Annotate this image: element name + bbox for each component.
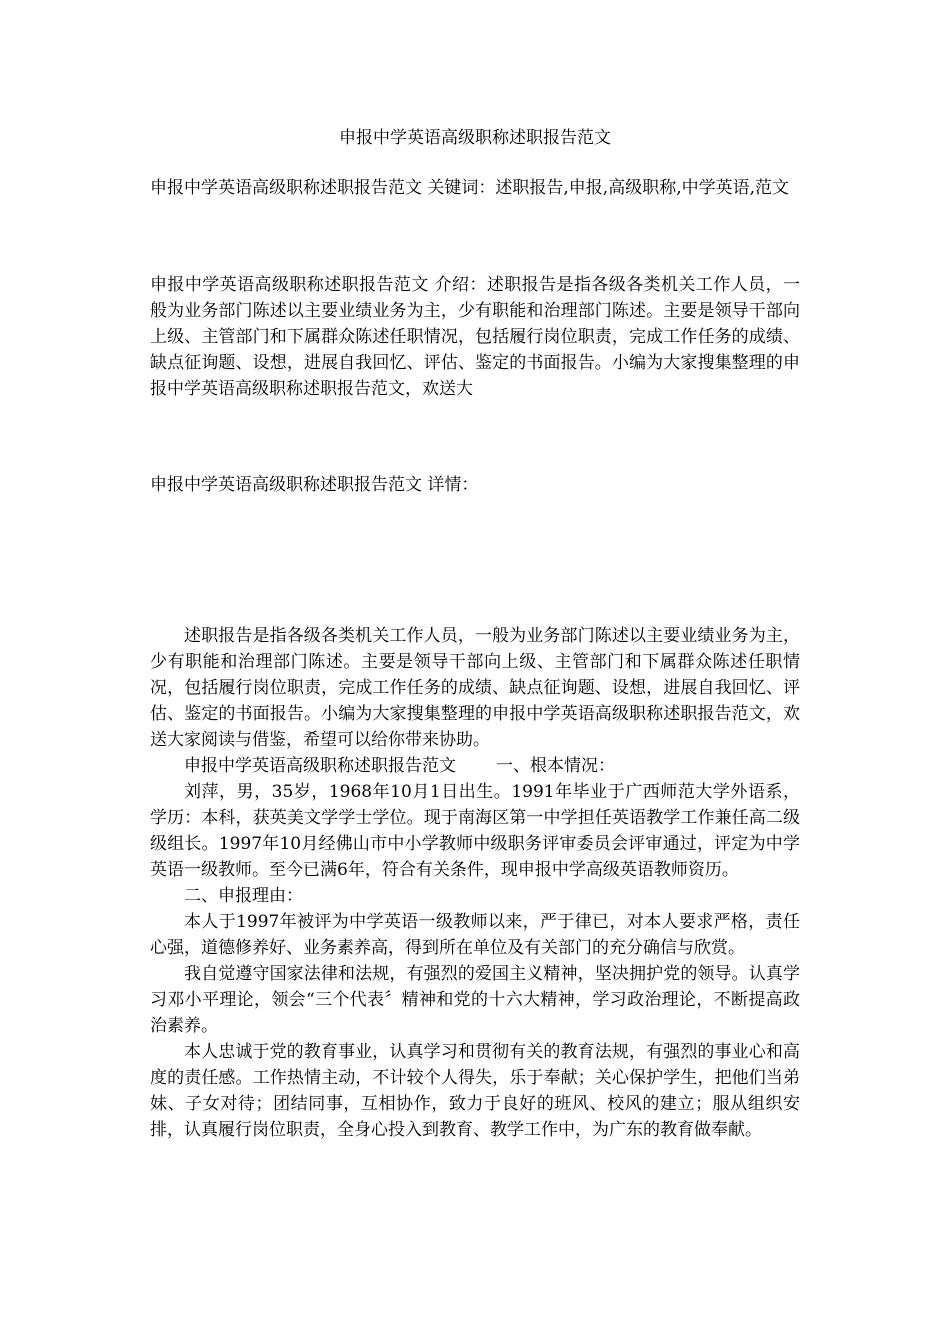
report-body — [150, 623, 800, 1143]
body-paragraph-3: 刘萍，男，35岁，1968年10月1日出生。1991年毕业于广西师范大学外语系，学历：本科，获英美文学学士学位。现于南海区第一中学担任英语教学工作兼任高二级级组长。1997年10月经佛山市中小学教师中级职务评审委员会评审通过，评定为中学英语一级教师。至今已满6年，符合有关条件，现申报中学高级英语教师资历。 — [150, 782, 800, 880]
section-heading-reasons: 二、申报理由： — [184, 886, 303, 906]
intro-paragraph: 申报中学英语高级职称述职报告范文 介绍：述职报告是指各级各类机关工作人员，一般为业务部门陈述以主要业绩业务为主，少有职能和治理部门陈述。主要是领导干部向上级、主管部门和下属群众陈述任职情况，包括履行岗位职责，完成工作任务的成绩、缺点征询题、设想，进展自我回忆、评估、鉴定的书面报告。小编为大家搜集整理的申报中学英语高级职称述职报告范文，欢送大 — [150, 275, 800, 399]
body-paragraph-1: 述职报告是指各级各类机关工作人员，一般为业务部门陈述以主要业绩业务为主，少有职能和治理部门陈述。主要是领导干部向上级、主管部门和下属群众陈述任职情况，包括履行岗位职责，完成工作任务的成绩、缺点征询题、设想，进展自我回忆、评估、鉴定的书面报告。小编为大家搜集整理的申报中学英语高级职称述职报告范文，欢送大家阅读与借鉴，希望可以给你带来协助。 — [150, 626, 800, 750]
details-heading: 申报中学英语高级职称述职报告范文 详情： — [150, 475, 479, 495]
body-paragraph-2 — [150, 753, 800, 779]
section-heading-basic-info: 一、根本情况： — [496, 756, 615, 776]
keywords-paragraph: 申报中学英语高级职称述职报告范文 关键词：述职报告,申报,高级职称,中学英语,范文 — [150, 178, 790, 198]
section-label: 申报中学英语高级职称述职报告范文 — [184, 756, 456, 776]
body-paragraph-7: 本人忠诚于党的教育事业，认真学习和贯彻有关的教育法规，有强烈的事业心和高度的责任感。工作热情主动，不计较个人得失，乐于奉献；关心保护学生，把他们当弟妹、子女对待；团结同事，互相协作，致力于良好的班风、校风的建立；服从组织安排，认真履行岗位职责，全身心投入到教育、教学工作中，为广东的教育做奉献。 — [150, 1042, 800, 1140]
body-paragraph-5: 本人于1997年被评为中学英语一级教师以来，严于律已，对本人要求严格，责任心强，道德修养好、业务素养高，得到所在单位及有关部门的充分确信与欣赏。 — [150, 912, 800, 958]
document-title: 申报中学英语高级职称述职报告范文 — [339, 128, 611, 148]
body-paragraph-6: 我自觉遵守国家法律和法规，有强烈的爱国主义精神，坚决拥护党的领导。认真学习邓小平理论，领会“三个代表〞精神和党的十六大精神，学习政治理论，不断提高政治素养。 — [150, 964, 800, 1036]
